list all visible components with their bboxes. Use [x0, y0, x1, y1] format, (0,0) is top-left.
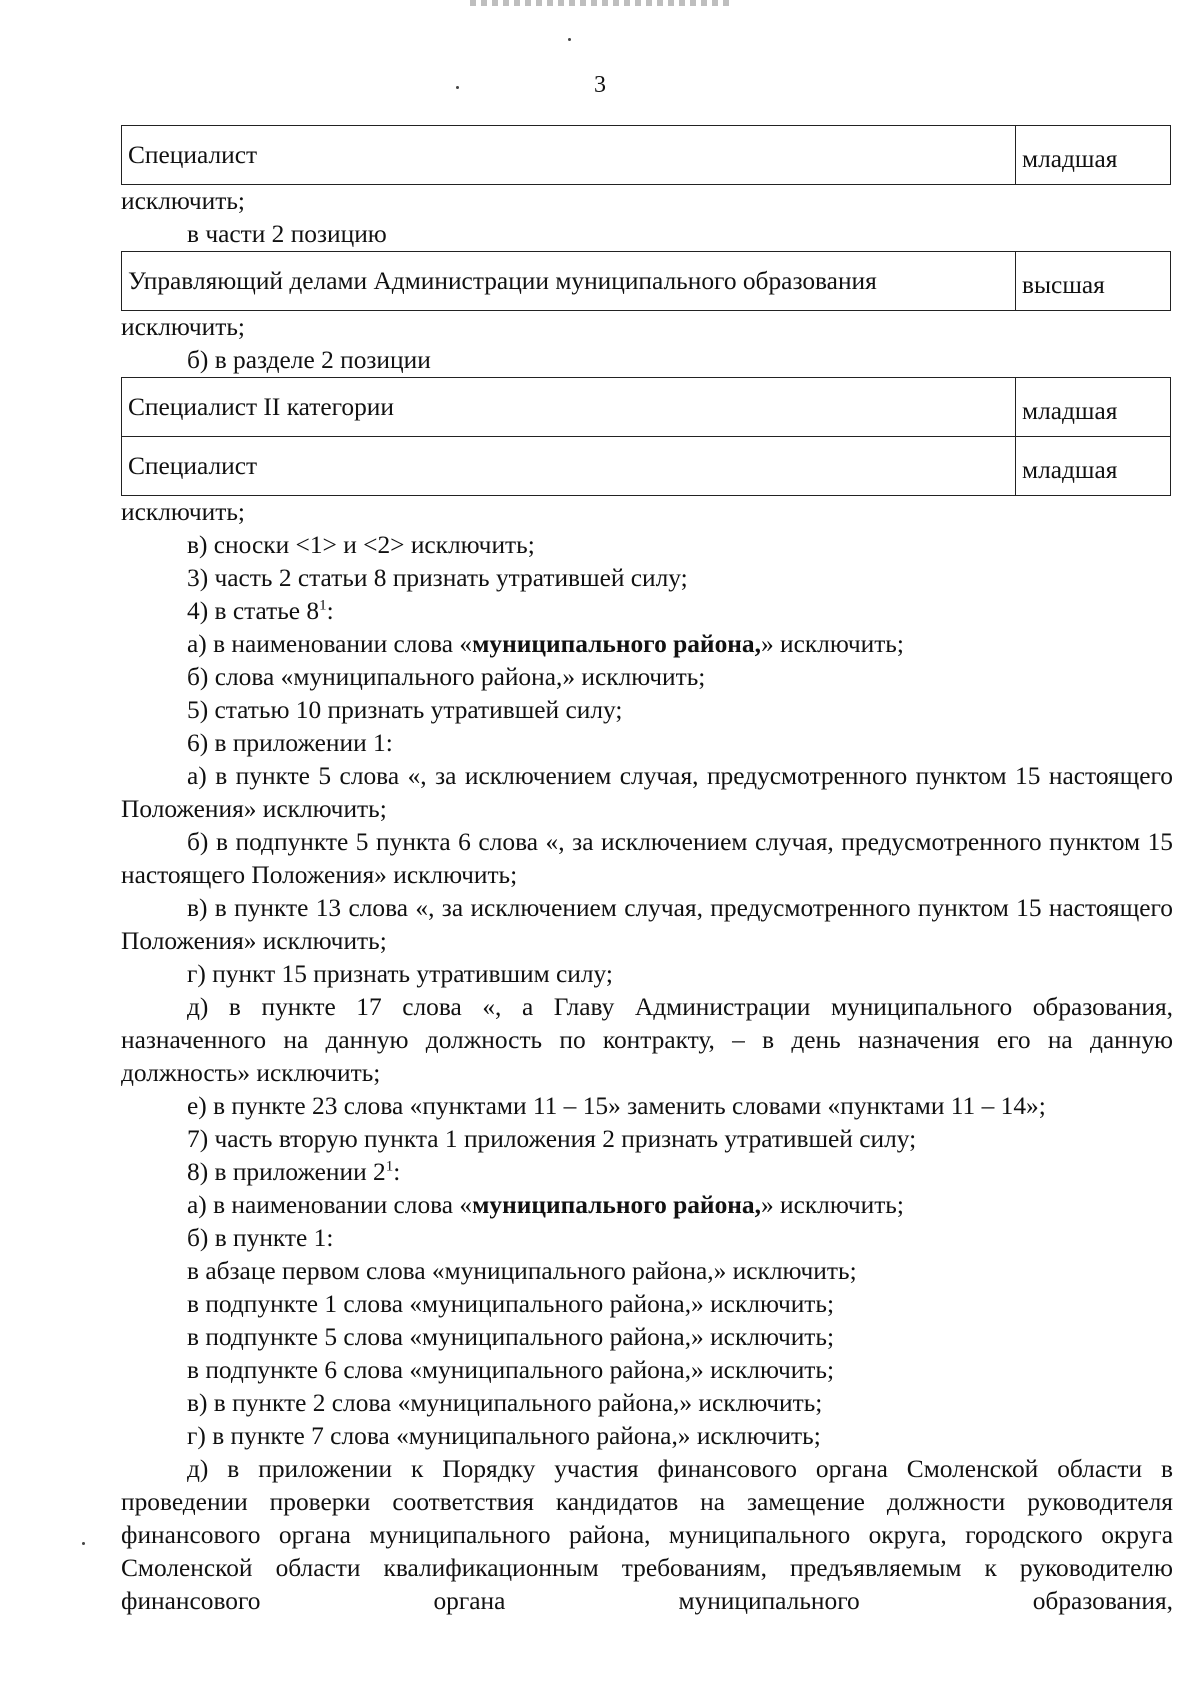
paragraph: б) слова «муниципального района,» исключить;: [187, 663, 706, 691]
paragraph: исключить;: [121, 313, 245, 341]
paragraph: д) в приложении к Порядку участия финансового органа Смоленской области в проведении проверки соответствия кандидатов на замещение должности руководителя финансового органа муниципального района, муниципального округа, городского округа Смоленской области квалификационным требованиям, предъявляемым к руководителю финансового органа муниципального образования,: [121, 1455, 1173, 1615]
paragraph: б) в подпункте 5 пункта 6 слова «, за исключением случая, предусмотренного пунктом 15 настоящего Положения» исключить;: [121, 828, 1173, 889]
page-number: 3: [594, 72, 606, 98]
text-run: » исключить;: [760, 630, 904, 658]
paragraph: в подпункте 1 слова «муниципального района,» исключить;: [187, 1290, 835, 1318]
paragraph: 3) часть 2 статьи 8 признать утратившей силу;: [187, 564, 688, 592]
paragraph: 6) в приложении 1:: [187, 729, 393, 757]
text-run: :: [393, 1158, 401, 1186]
paragraph: в) в пункте 13 слова «, за исключением случая, предусмотренного пунктом 15 настоящего Положения» исключить;: [121, 894, 1173, 955]
paragraph: д) в пункте 17 слова «, а Главу Администрации муниципального образования, назначенного на данную должность по контракту, – в день назначения его на данную должность» исключить;: [121, 993, 1173, 1087]
table-row: [122, 252, 1171, 311]
position-cell: Специалист: [122, 126, 1016, 185]
superscript: 1: [385, 1158, 394, 1175]
paragraph: в абзаце первом слова «муниципального района,» исключить;: [187, 1257, 857, 1285]
bold-text: муниципального района,: [472, 630, 761, 658]
group-cell: младшая: [1016, 126, 1171, 185]
document-body: [121, 125, 1173, 1618]
text-run: а) в наименовании слова «: [187, 630, 473, 658]
paragraph: г) в пункте 7 слова «муниципального района,» исключить;: [187, 1422, 821, 1450]
text-run: » исключить;: [760, 1191, 904, 1219]
scan-speck: [568, 38, 571, 41]
text-run: 4) в статье 8: [187, 597, 320, 625]
paragraph: б) в пункте 1:: [187, 1224, 334, 1252]
paragraph: в подпункте 6 слова «муниципального района,» исключить;: [187, 1356, 835, 1384]
paragraph: [121, 1189, 1173, 1222]
paragraph: е) в пункте 23 слова «пунктами 11 – 15» заменить словами «пунктами 11 – 14»;: [187, 1092, 1046, 1120]
positions-table-2: [121, 251, 1171, 311]
paragraph: в подпункте 5 слова «муниципального района,» исключить;: [187, 1323, 835, 1351]
paragraph: [121, 628, 1173, 661]
position-cell: Управляющий делами Администрации муниципального образования: [122, 252, 1016, 311]
table-row: [122, 378, 1171, 437]
paragraph: [121, 595, 1173, 628]
paragraph: г) пункт 15 признать утратившим силу;: [187, 960, 613, 988]
group-cell: младшая: [1016, 437, 1171, 496]
positions-table-3: [121, 377, 1171, 496]
paragraph: [121, 1156, 1173, 1189]
paragraph: в) в пункте 2 слова «муниципального района,» исключить;: [187, 1389, 823, 1417]
text-run: 8) в приложении 2: [187, 1158, 386, 1186]
position-cell: Специалист II категории: [122, 378, 1016, 437]
paragraph: исключить;: [121, 498, 245, 526]
bold-text: муниципального района,: [472, 1191, 761, 1219]
paragraph: в части 2 позицию: [187, 220, 387, 248]
table-row: [122, 126, 1171, 185]
paragraph: в) сноски <1> и <2> исключить;: [187, 531, 535, 559]
position-cell: Специалист: [122, 437, 1016, 496]
superscript: 1: [319, 597, 327, 614]
text-run: а) в наименовании слова «: [187, 1191, 473, 1219]
paragraph: исключить;: [121, 187, 245, 215]
text-run: :: [326, 597, 334, 625]
group-cell: высшая: [1016, 252, 1171, 311]
table-row: [122, 437, 1171, 496]
paragraph: б) в разделе 2 позиции: [187, 346, 431, 374]
scan-artifact-top: [470, 0, 730, 6]
paragraph: 5) статью 10 признать утратившей силу;: [187, 696, 623, 724]
paragraph: 7) часть вторую пункта 1 приложения 2 признать утратившей силу;: [187, 1125, 917, 1153]
positions-table-1: [121, 125, 1171, 185]
scan-speck: [82, 1542, 85, 1545]
paragraph: а) в пункте 5 слова «, за исключением случая, предусмотренного пунктом 15 настоящего Положения» исключить;: [121, 762, 1173, 823]
group-cell: младшая: [1016, 378, 1171, 437]
